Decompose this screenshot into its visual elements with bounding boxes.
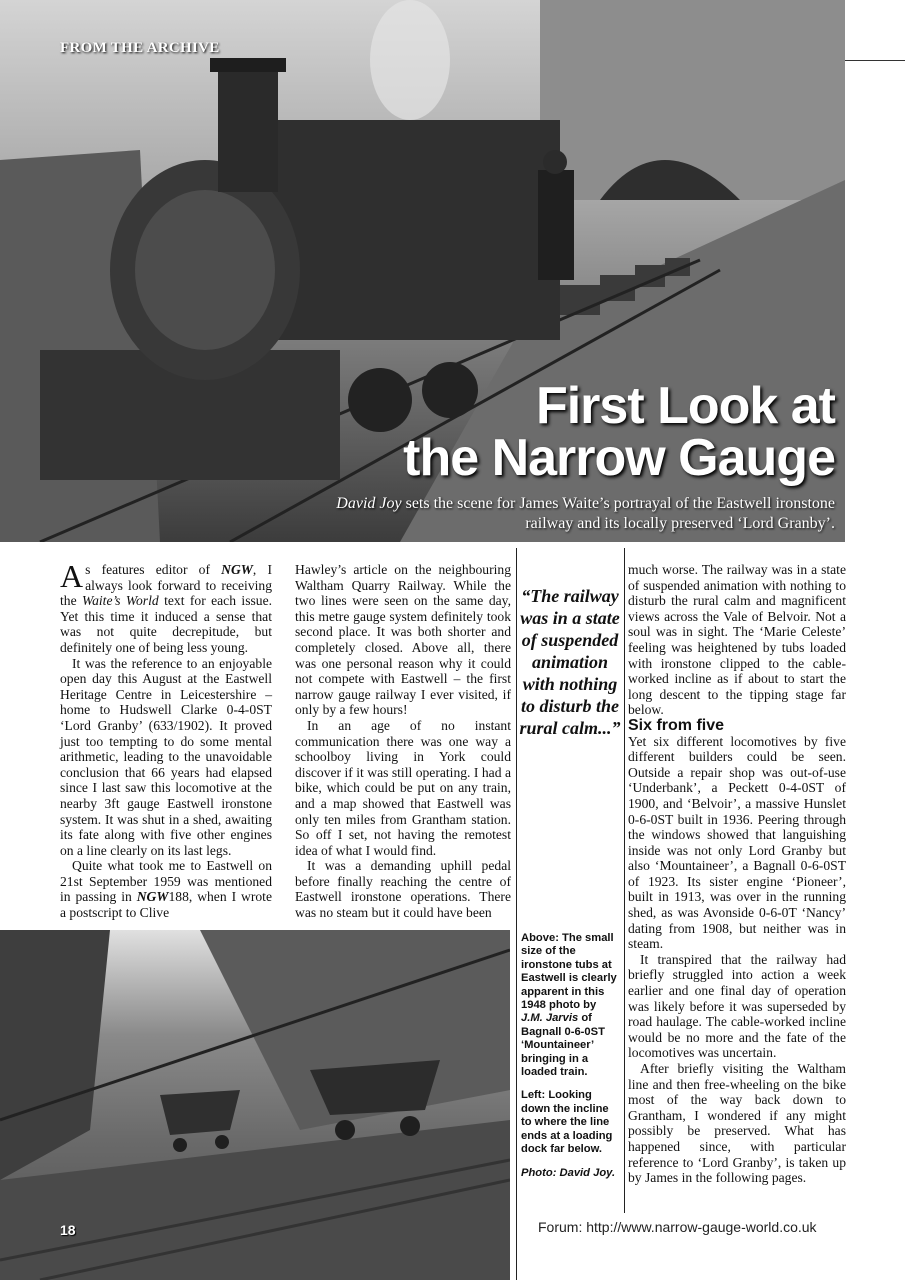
- paragraph: It transpired that the railway had briefly struggled into action a week earlier and one final day of operation was likely before it was superseded by road haulage. The cable-worked incline would be no more and the fate of the locomotives was uncertain.: [628, 951, 846, 1061]
- photo-captions: [521, 932, 621, 1190]
- text-run: 188, when I wrote a postscript to Clive: [60, 889, 272, 921]
- magazine-abbrev: NGW: [136, 889, 169, 905]
- forum-url: Forum: http://www.narrow-gauge-world.co.uk: [538, 1219, 817, 1235]
- pull-quote: “The railway was in a state of suspended animation with nothing to disturb the rural calm...”: [519, 586, 621, 738]
- text-run: , I always look forward to receiving the: [60, 562, 272, 609]
- incline-photo: [0, 930, 510, 1280]
- paragraph: In an age of no instant communication there was one way a schoolboy living in York could discover if it was still operating. I had a bike, which could be put on any train, and a map showed that Eastwell was only ten miles from Grantham station. So off I set, not having the remotest idea of what I would find.: [295, 717, 511, 858]
- section-kicker: FROM THE ARCHIVE: [60, 40, 220, 56]
- paragraph: It was a demanding uphill pedal before finally reaching the centre of Eastwell ironstone operations. There was no steam but it could have been: [295, 858, 511, 921]
- magazine-abbrev: NGW: [221, 562, 253, 577]
- text-run: of Bagnall 0-6-0ST ‘Mountaineer’ bringing in a loaded train.: [521, 1012, 605, 1079]
- paragraph: [60, 858, 272, 920]
- standfirst-author: David Joy: [336, 495, 402, 512]
- caption-credit: J.M. Jarvis: [521, 1012, 579, 1025]
- article-column-4: [628, 562, 846, 1186]
- paragraph: much worse. The railway was in a state of suspended animation with nothing to disturb the rural calm and magnificent views across the Vale of Belvoir. Not a soul was in sight. The ‘Marie Celeste’ feeling was heightened by tubs loaded with ironstone clipped to the cable-worked incline as if about to start the long descent to the tipping stage far below.: [628, 562, 846, 718]
- paragraph: [60, 558, 272, 656]
- column-divider: [624, 548, 625, 1213]
- subheading: Six from five: [628, 716, 725, 734]
- standfirst-text: sets the scene for James Waite’s portrayal of the Eastwell ironstone railway and its locally preserved ‘Lord Granby’.: [401, 495, 835, 532]
- paragraph: It was the reference to an enjoyable open day this August at the Eastwell Heritage Centre in Leicestershire – home to Hudswell Clarke 0-4-0ST ‘Lord Granby’ (633/1902). It proved just too tempting to do some mental arithmetic, leading to the unavoidable conclusion that 66 years had elapsed since I last saw this locomotive at the nearby 3ft gauge Eastwell ironstone system. It was shut in a shed, awaiting its fate along with five other engines on a line clearly on its last legs.: [60, 655, 272, 858]
- article-column-2: [295, 562, 511, 921]
- headline-line-1: First Look at: [535, 377, 835, 435]
- paragraph: After briefly visiting the Waltham line and then free-wheeling on the bike most of the way back down to Grantham, I wondered if any might possibly be preserved. What has happened since, with particular reference to ‘Lord Granby’, is taken up by James in the following pages.: [628, 1061, 846, 1186]
- paragraph: Hawley’s article on the neighbouring Waltham Quarry Railway. While the two lines were seen on the same day, this metre gauge system definitely took second place. It was both shorter and completely closed. Above all, there was one personal reason why it could not compete with Eastwell – the first narrow gauge railway I ever visited, if only by a few hours!: [295, 562, 511, 718]
- hero-photo: [0, 0, 845, 542]
- incline-illustration: [0, 930, 510, 1280]
- paragraph: Yet six different locomotives by five different builders could be seen. Outside a repair shop was out-of-use ‘Underbank’, a Peckett 0-4-0ST of 1900, and ‘Belvoir’, a massive Hunslet 0-6-0ST built in 1936. Peering through the windows showed that languishing inside was not only Lord Granby but also ‘Mountaineer’, a Bagnall 0-6-0ST of 1923. Its sister engine ‘Pioneer’, built in 1913, was over in the running shed, as was Avonside 0-6-0T ‘Nancy’ dating from 1908, but neither was in steam.: [628, 733, 846, 952]
- article-column-1: [60, 558, 272, 921]
- caption-above: [521, 932, 621, 1079]
- text-run: As features editor of: [60, 558, 222, 594]
- text-run: text for each issue. Yet this time it induced a sense that was not quite decrepitude, but definitely one of being less young.: [60, 593, 272, 655]
- header-rule: [845, 60, 905, 61]
- photo-credit: Photo: David Joy.: [521, 1166, 616, 1179]
- article-headline: [403, 377, 835, 487]
- page-number: 18: [60, 1222, 76, 1238]
- text-run: Above: The small size of the ironstone tubs at Eastwell is clearly apparent in this 1948 photo by: [521, 932, 617, 1012]
- text-run: Quite what took me to Eastwell on 21st September 1959 was mentioned in passing in: [60, 858, 272, 905]
- column-divider: [516, 548, 517, 1280]
- column-title: Waite’s World: [82, 593, 159, 609]
- standfirst: [315, 494, 835, 534]
- caption-left: Left: Looking down the incline to where the line ends at a loading dock far below.: [521, 1089, 613, 1156]
- headline-line-2: the Narrow Gauge: [403, 429, 835, 487]
